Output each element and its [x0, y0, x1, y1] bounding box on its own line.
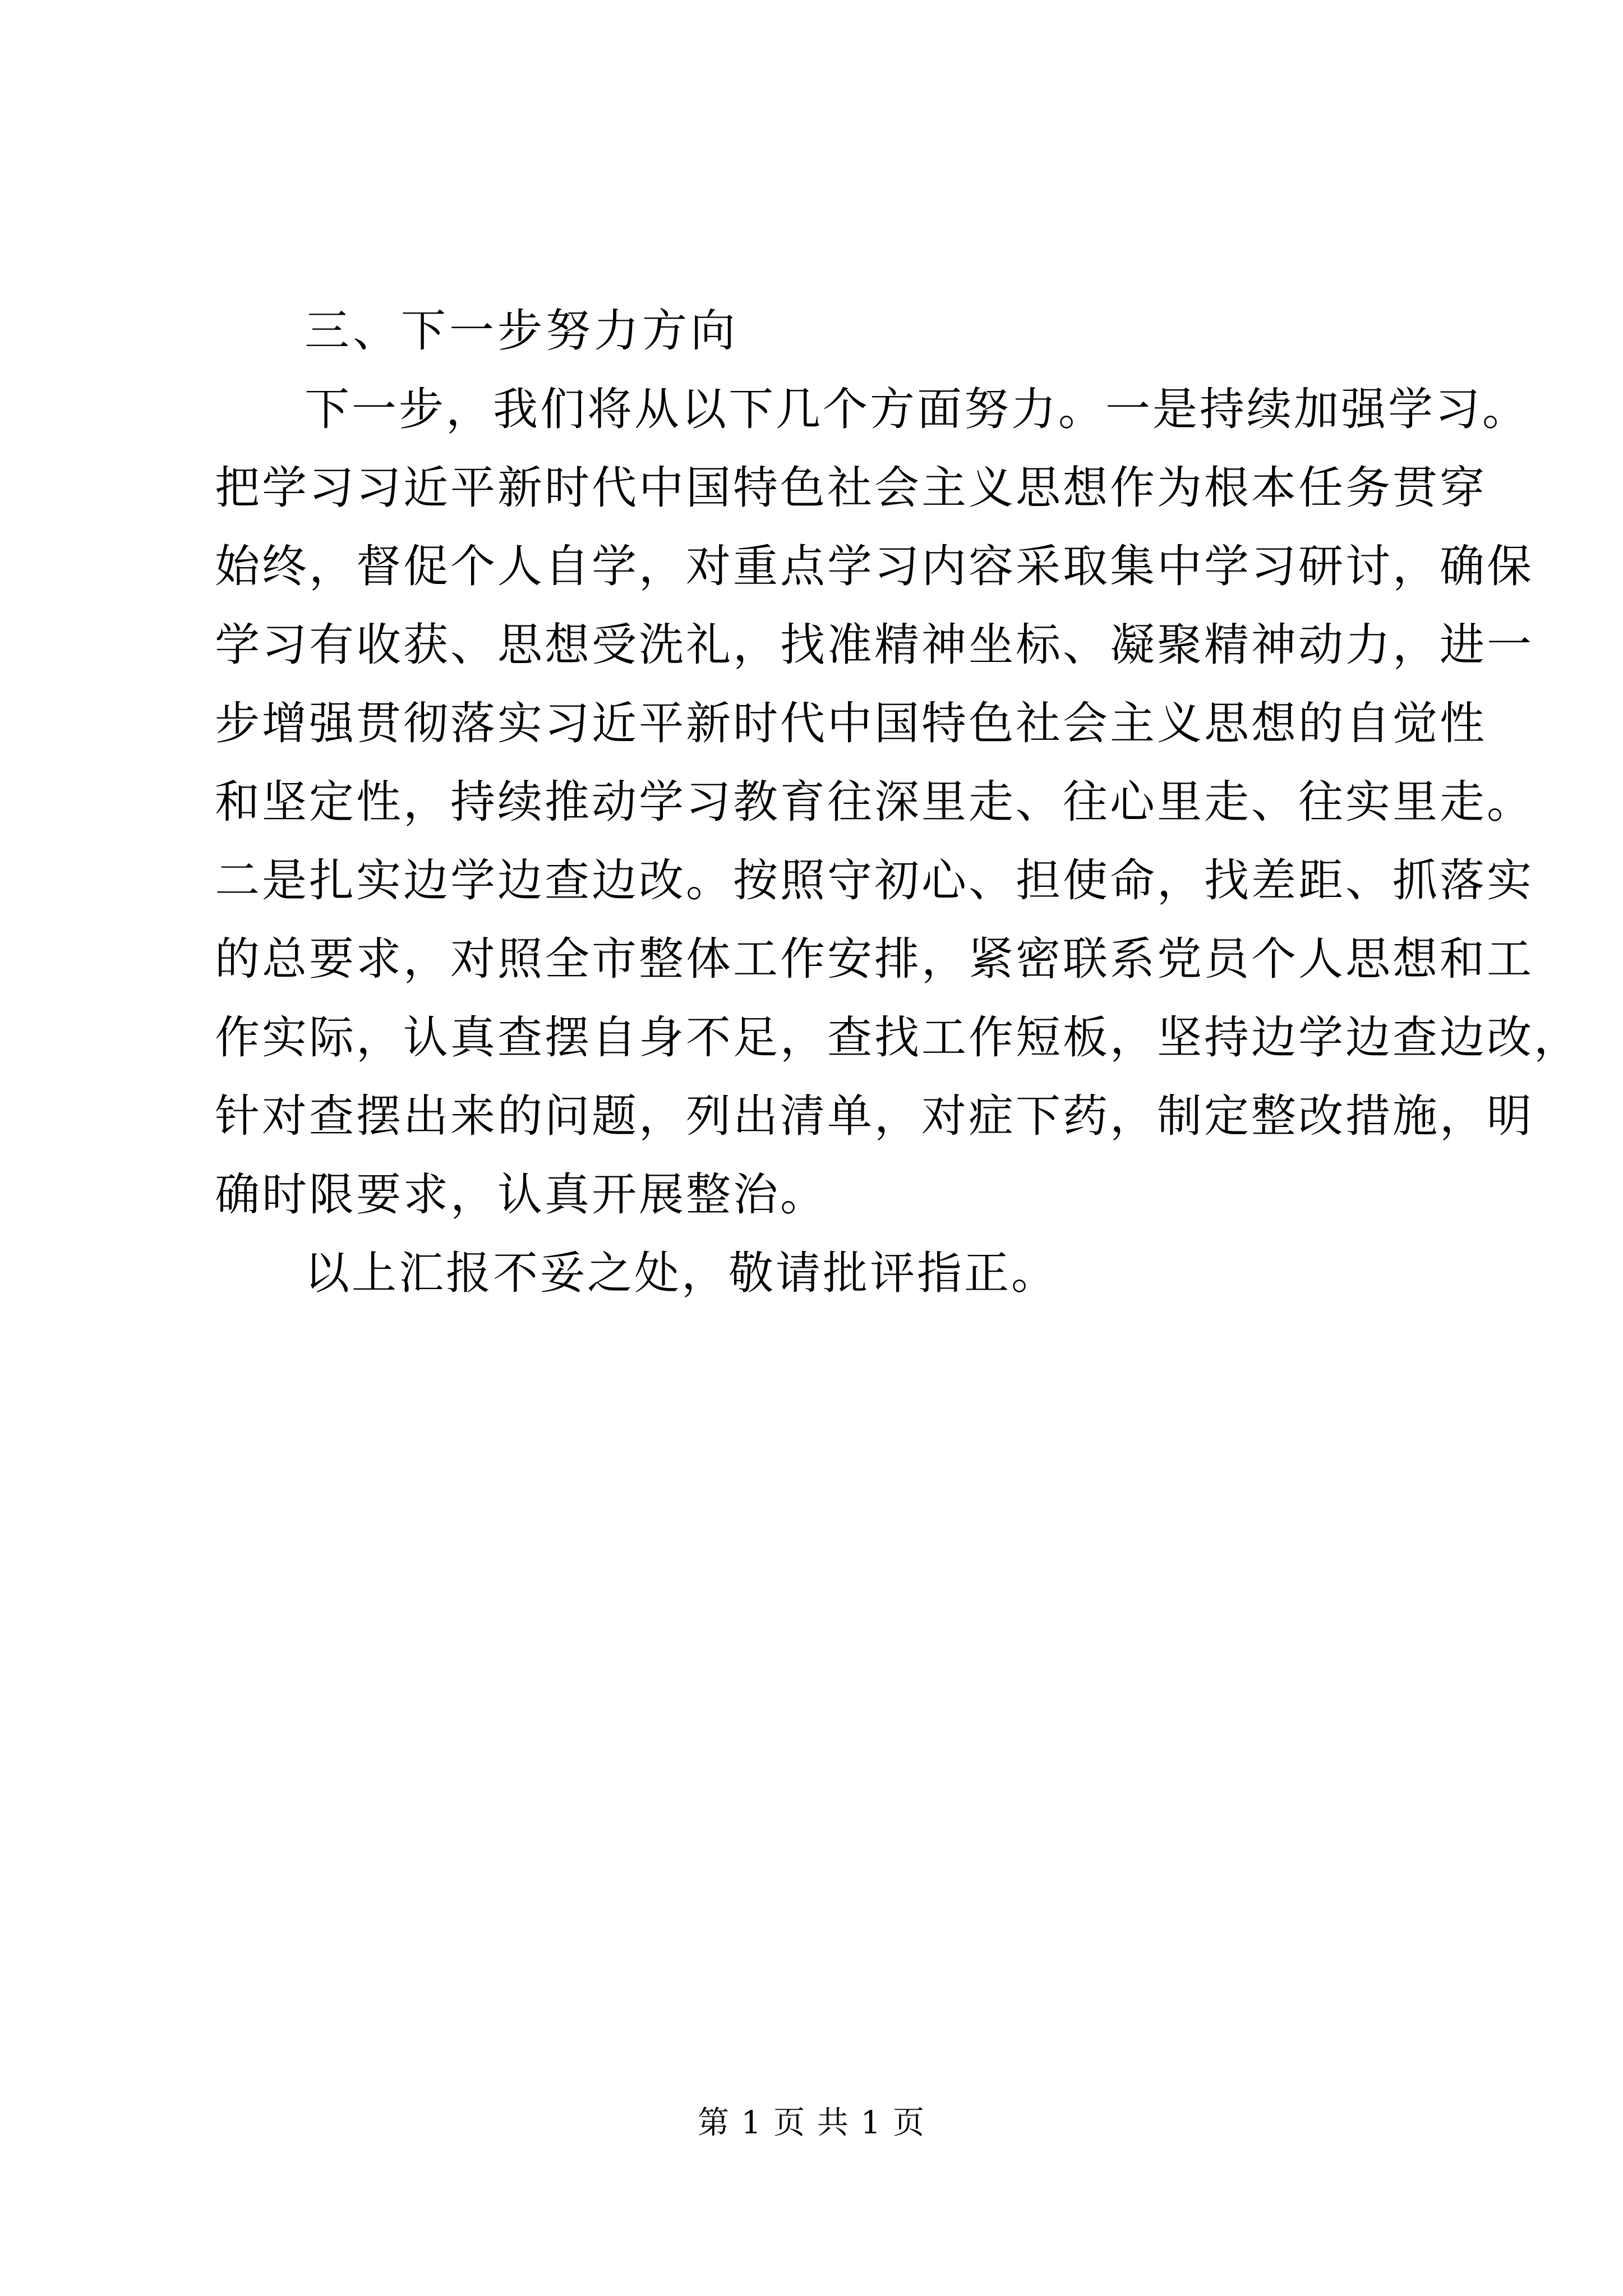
- paragraph-line: 确时限要求，认真开展整治。: [215, 1168, 827, 1221]
- closing-statement: 以上汇报不妥之处，敬请批评指正。: [305, 1247, 1058, 1299]
- paragraph-line: 针对查摆出来的问题，列出清单，对症下药，制定整改措施，明: [215, 1090, 1534, 1142]
- body-paragraph: [215, 370, 1581, 1234]
- paragraph-line: 始终，督促个人自学，对重点学习内容采取集中学习研讨，确保: [215, 540, 1534, 592]
- paragraph-line: 二是扎实边学边查边改。按照守初心、担使命，找差距、抓落实: [215, 854, 1534, 907]
- section-heading: 三、下一步努力方向: [305, 305, 739, 357]
- paragraph-line: 和坚定性，持续推动学习教育往深里走、往心里走、往实里走。: [215, 776, 1534, 828]
- paragraph-line: 的总要求，对照全市整体工作安排，紧密联系党员个人思想和工: [215, 933, 1534, 985]
- paragraph-line: 把学习习近平新时代中国特色社会主义思想作为根本任务贯穿: [215, 462, 1487, 514]
- document-body: [215, 292, 1581, 1313]
- paragraph-line: 学习有收获、思想受洗礼，找准精神坐标、凝聚精神动力，进一: [215, 619, 1534, 671]
- paragraph-line: 下一步，我们将从以下几个方面努力。一是持续加强学习。: [305, 383, 1529, 435]
- page-footer: 第 1 页 共 1 页: [697, 2105, 926, 2141]
- paragraph-line: 步增强贯彻落实习近平新时代中国特色社会主义思想的自觉性: [215, 697, 1487, 749]
- paragraph-line: 作实际，认真查摆自身不足，查找工作短板，坚持边学边查边改，: [215, 1011, 1581, 1064]
